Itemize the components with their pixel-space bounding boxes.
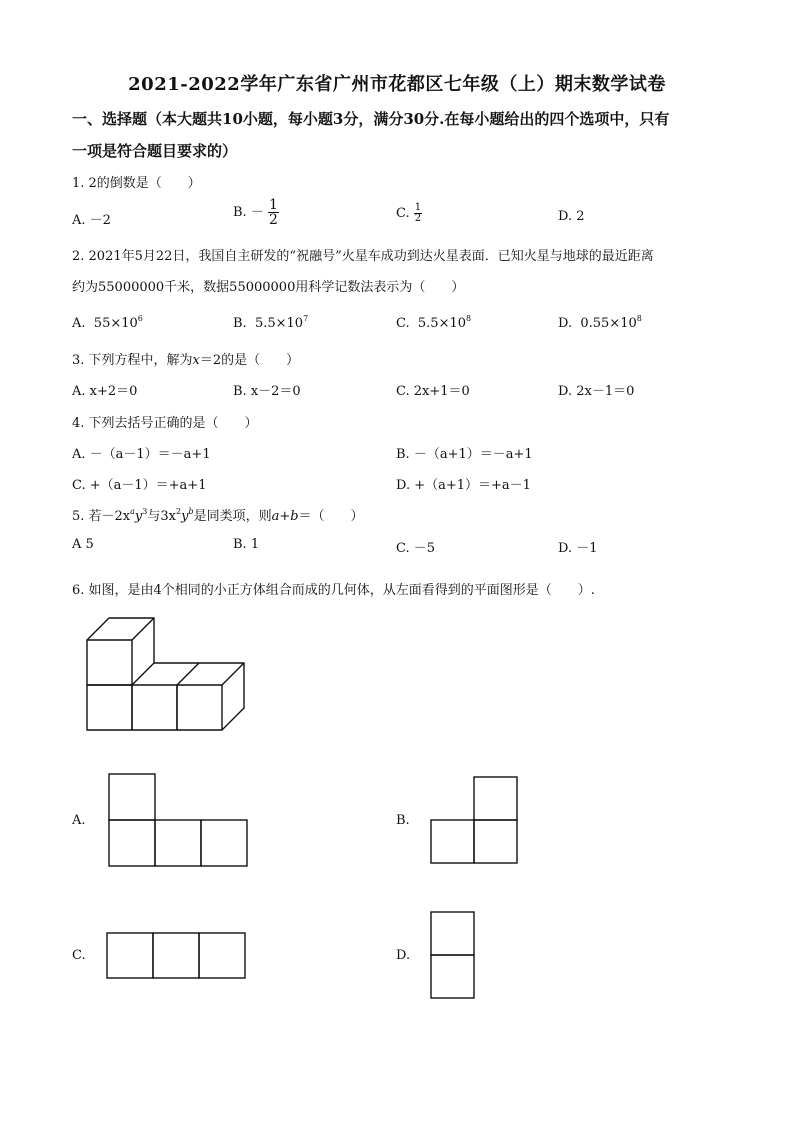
q2-option-b-label: B. bbox=[233, 316, 247, 331]
q5-option-b: B. 1 bbox=[233, 537, 260, 552]
q2-option-d-exponent: 8 bbox=[636, 314, 642, 323]
q2-option-d-label: D. bbox=[558, 316, 573, 331]
section-heading-line2: 一项是符合题目要求的） bbox=[72, 142, 238, 160]
section-heading-line1: 一、选择题（本大题共10小题，每小题3分，满分30分.在每小题给出的四个选项中，只有 bbox=[72, 110, 670, 128]
q5-option-a: A 5 bbox=[72, 537, 94, 552]
q5-expression: a+b bbox=[271, 509, 299, 524]
q3-option-c: C. 2x+1＝0 bbox=[396, 384, 470, 399]
q2-stem-line1: 2. 2021年5月22日，我国自主研发的“祝融号”火星车成功到达火星表面．已知火星与地球的最近距离 bbox=[72, 249, 654, 264]
cube-solid-figure bbox=[80, 612, 255, 737]
q2-option-b bbox=[233, 314, 308, 331]
q1-option-b-numerator: 1 bbox=[268, 197, 278, 213]
q1-option-c-label: C. bbox=[396, 206, 410, 221]
q6-option-b-figure bbox=[429, 774, 522, 866]
q1-option-c-numerator: 1 bbox=[414, 202, 422, 213]
q2-option-c-label: C. bbox=[396, 316, 410, 331]
q2-option-a-exponent: 6 bbox=[137, 314, 143, 323]
q1-option-c bbox=[396, 203, 422, 224]
q3-stem-variable: x bbox=[192, 353, 200, 368]
q5-stem bbox=[72, 505, 364, 524]
q4-option-b: B. －（a+1）＝－a+1 bbox=[396, 447, 533, 462]
q1-option-b-denominator: 2 bbox=[268, 212, 278, 228]
q3-option-b: B. x－2＝0 bbox=[233, 384, 301, 399]
q2-option-a bbox=[72, 314, 143, 331]
q6-option-c-label: C. bbox=[72, 948, 86, 963]
q5-var-y1: y bbox=[134, 509, 143, 524]
q1-option-b-label: B. bbox=[233, 205, 247, 220]
q5-exp-b: b bbox=[188, 507, 194, 516]
q3-stem-pre: 3. 下列方程中，解为 bbox=[72, 353, 193, 368]
q2-option-c bbox=[396, 314, 471, 331]
q3-option-a: A. x+2＝0 bbox=[72, 384, 138, 399]
q2-option-a-base: 55×10 bbox=[93, 316, 138, 331]
q5-mid: 与3x bbox=[147, 509, 176, 524]
q2-option-d-base: 0.55×10 bbox=[580, 316, 637, 331]
q2-option-c-base: 5.5×10 bbox=[417, 316, 466, 331]
q3-stem bbox=[72, 349, 299, 368]
q4-option-c: C. +（a－1）＝+a+1 bbox=[72, 478, 207, 493]
q1-option-b bbox=[233, 198, 279, 227]
q6-option-d-figure bbox=[429, 909, 479, 1001]
q1-option-b-fraction bbox=[268, 198, 279, 227]
q3-option-d: D. 2x－1＝0 bbox=[558, 384, 635, 399]
q6-option-b-label: B. bbox=[396, 813, 410, 828]
q1-option-a: A. －2 bbox=[72, 213, 111, 228]
q2-stem-line2: 约为55000000千米，数据55000000用科学记数法表示为（ ） bbox=[72, 280, 465, 295]
q6-stem: 6. 如图，是由4个相同的小正方体组合而成的几何体，从左面看得到的平面图形是（ ）. bbox=[72, 583, 595, 598]
q5-exp-2: 2 bbox=[175, 507, 182, 516]
q2-option-b-base: 5.5×10 bbox=[254, 316, 304, 331]
q5-option-d: D. －1 bbox=[558, 541, 598, 556]
q1-option-d: D. 2 bbox=[558, 209, 585, 224]
q4-option-a: A. －（a－1）＝－a+1 bbox=[72, 447, 211, 462]
q5-exp-a: a bbox=[130, 507, 135, 516]
q4-stem: 4. 下列去括号正确的是（ ） bbox=[72, 416, 258, 431]
q5-option-c: C. －5 bbox=[396, 541, 436, 556]
exam-title: 2021-2022学年广东省广州市花都区七年级（上）期末数学试卷 bbox=[128, 74, 666, 95]
q1-option-c-fraction bbox=[414, 203, 422, 224]
q1-option-b-sign: － bbox=[250, 205, 264, 220]
q2-option-c-exponent: 8 bbox=[466, 314, 472, 323]
q2-option-a-label: A. bbox=[72, 316, 86, 331]
q3-stem-post: ＝2的是（ ） bbox=[199, 353, 300, 368]
q5-stem-pre: 5. 若－2x bbox=[72, 509, 131, 524]
q5-stem-post: 是同类项，则 bbox=[193, 509, 272, 524]
q6-option-c-figure bbox=[105, 930, 249, 982]
q4-option-d: D. +（a+1）＝+a－1 bbox=[396, 478, 531, 493]
q1-stem: 1. 2的倒数是（ ） bbox=[72, 176, 201, 191]
q2-option-d bbox=[558, 314, 642, 331]
q2-option-b-exponent: 7 bbox=[303, 314, 309, 323]
q5-exp-3: 3 bbox=[142, 507, 148, 516]
q6-option-a-figure bbox=[106, 771, 254, 869]
q5-stem-end: ＝（ ） bbox=[298, 509, 364, 524]
q6-option-a-label: A. bbox=[72, 813, 86, 828]
q1-option-c-denominator: 2 bbox=[414, 213, 422, 224]
q6-option-d-label: D. bbox=[396, 948, 411, 963]
q5-var-y2: y bbox=[181, 509, 189, 524]
